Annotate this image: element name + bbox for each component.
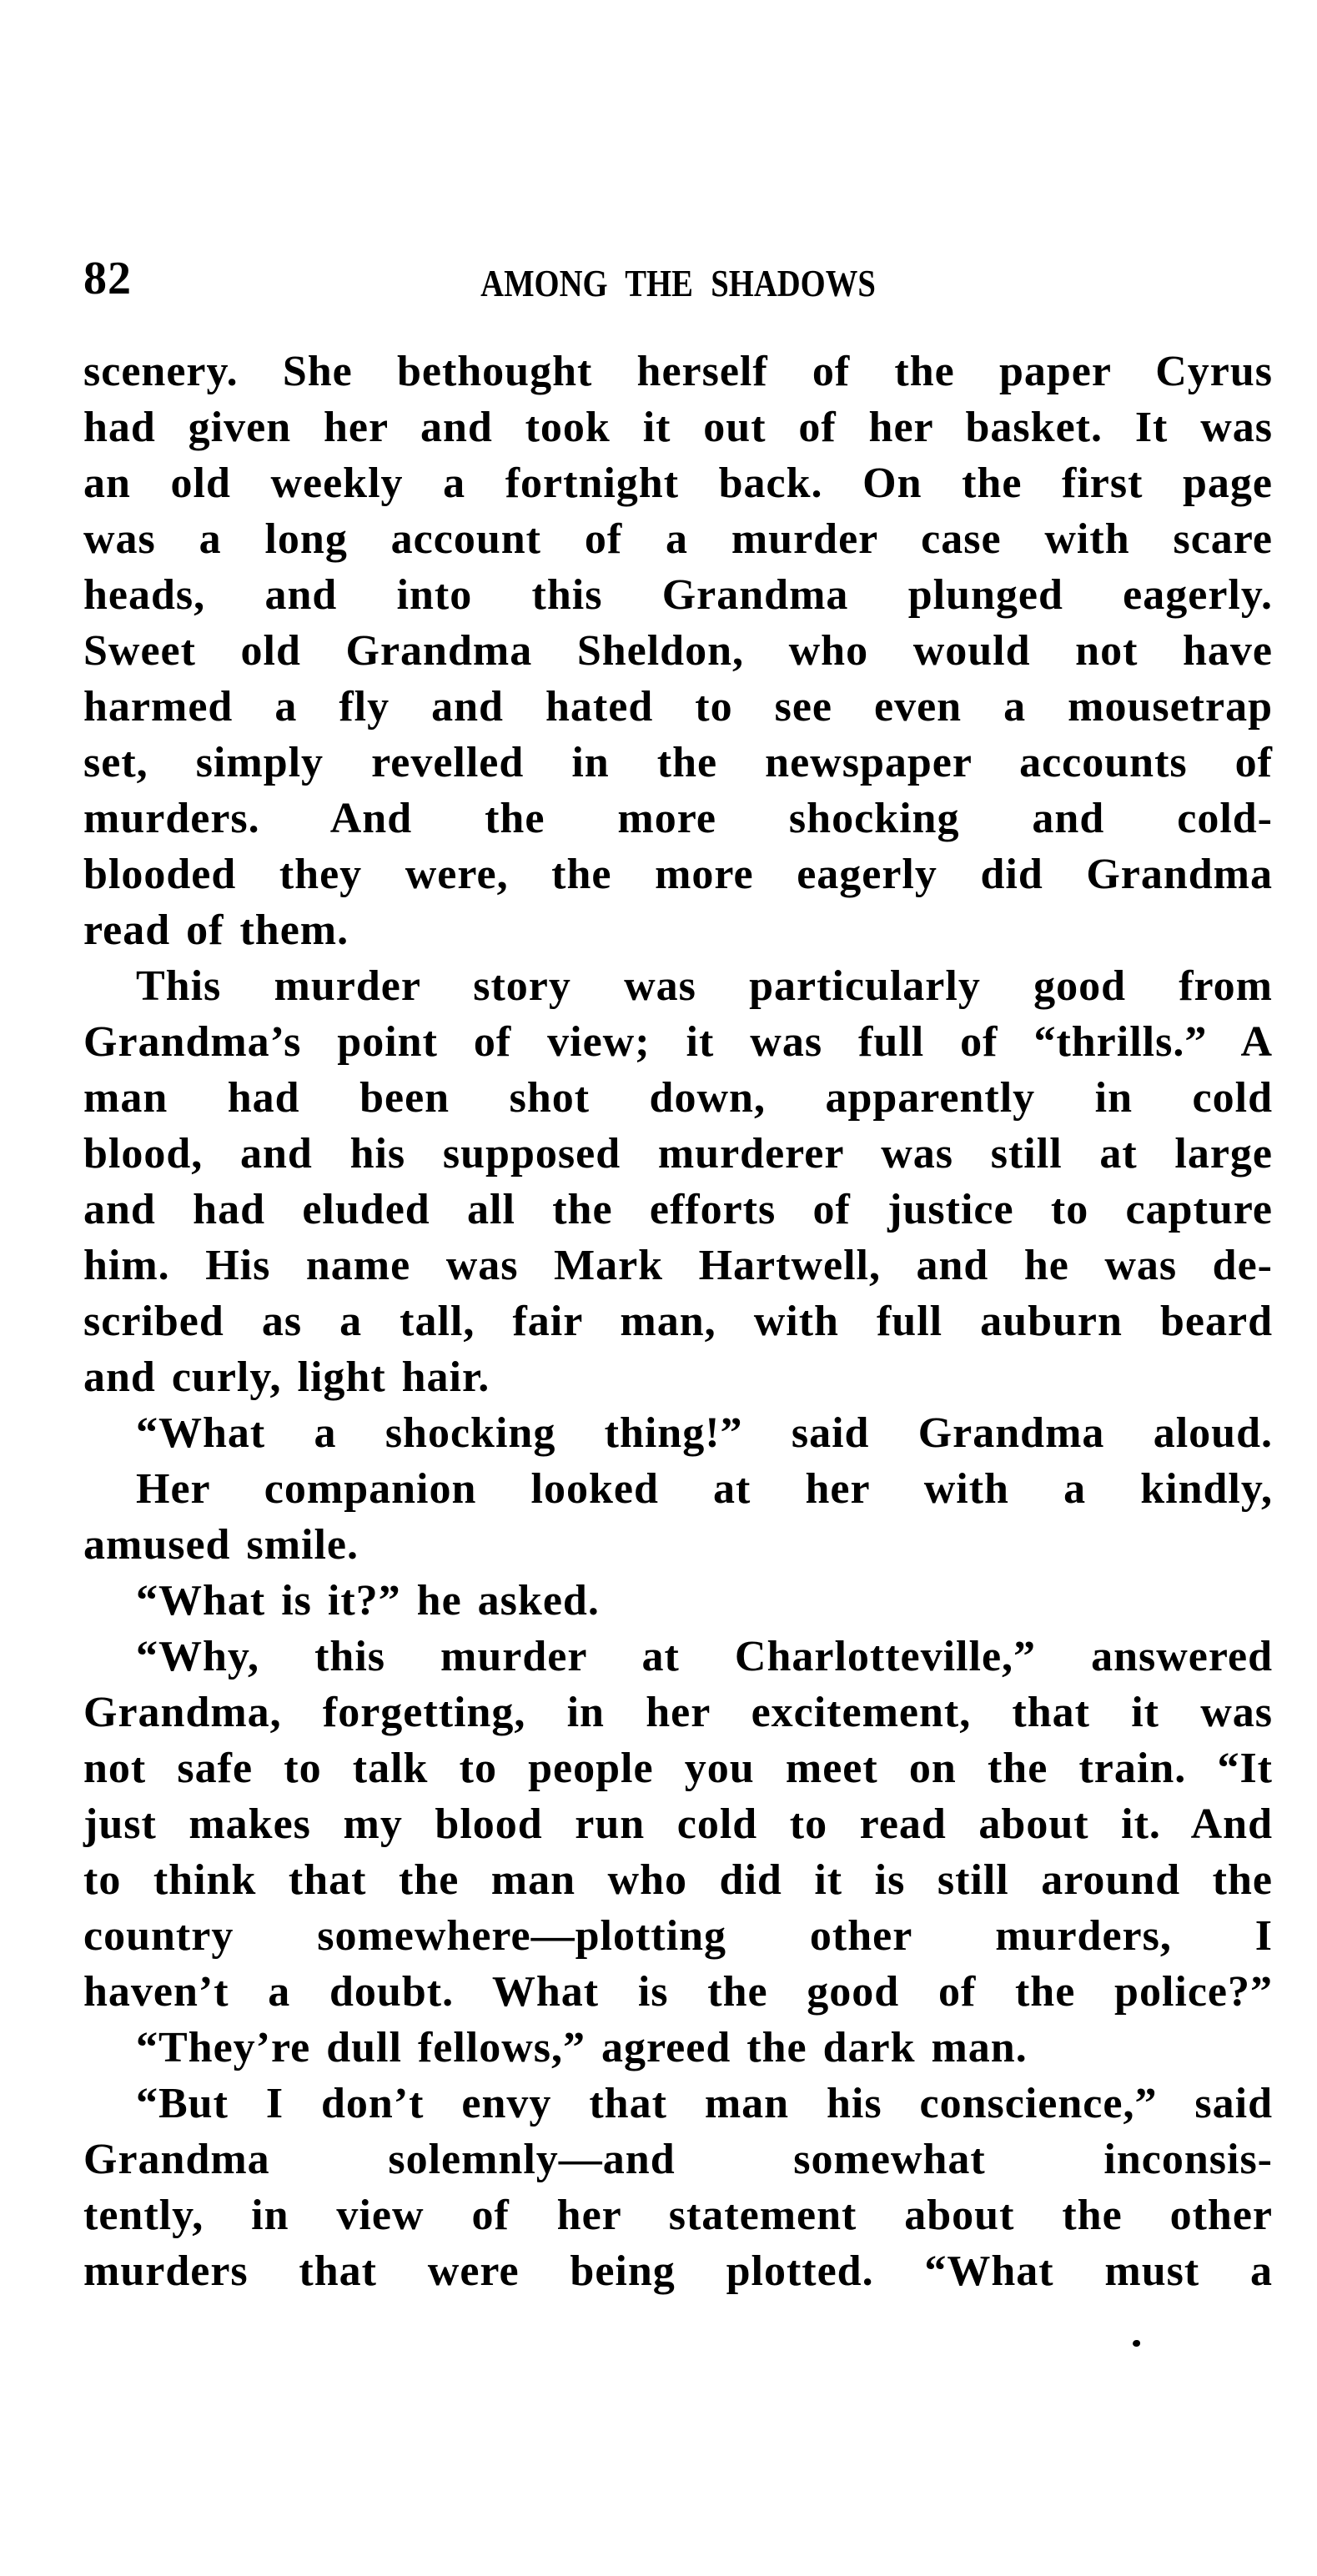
text-line: murders that were being plotted. “What must a: [83, 2247, 1273, 2295]
text-line: Sweet old Grandma Sheldon, who would not have: [83, 627, 1273, 675]
text-line: set, simply revelled in the newspaper accounts of: [83, 739, 1273, 786]
text-line: “What is it?” he asked.: [136, 1577, 600, 1624]
text-line: and curly, light hair.: [83, 1353, 490, 1401]
text-line: tently, in view of her statement about the other: [83, 2192, 1273, 2239]
text-line: to think that the man who did it is still around the: [83, 1856, 1273, 1904]
text-line: amused smile.: [83, 1521, 359, 1569]
text-line: “They’re dull fellows,” agreed the dark man.: [136, 2024, 1028, 2071]
text-line: and had eluded all the efforts of justice to capture: [83, 1186, 1273, 1233]
text-line: “Why, this murder at Charlotteville,” answered: [136, 1633, 1273, 1680]
text-line: was a long account of a murder case with scare: [83, 515, 1273, 563]
text-line: country somewhere—plotting other murders, I: [83, 1912, 1273, 1960]
text-line: heads, and into this Grandma plunged eagerly.: [83, 571, 1273, 619]
text-line: not safe to talk to people you meet on the train. “It: [83, 1745, 1273, 1792]
text-line: murders. And the more shocking and cold-: [83, 795, 1273, 842]
text-line: read of them.: [83, 906, 349, 954]
text-line: Her companion looked at her with a kindly,: [136, 1465, 1273, 1513]
text-line: haven’t a doubt. What is the good of the police?”: [83, 1968, 1273, 2016]
text-line: harmed a fly and hated to see even a mousetrap: [83, 683, 1273, 731]
page-number: 82: [83, 253, 132, 304]
text-line: had given her and took it out of her basket. It was: [83, 404, 1273, 451]
text-line: “But I don’t envy that man his conscience,” said: [136, 2080, 1273, 2127]
text-line: blood, and his supposed murderer was still at large: [83, 1130, 1273, 1178]
text-line: “What a shocking thing!” said Grandma aloud.: [136, 1409, 1273, 1457]
text-line: just makes my blood run cold to read about it. And: [83, 1800, 1273, 1848]
ink-speck-icon: [1133, 2340, 1140, 2347]
body-text: [83, 344, 1273, 2299]
text-line: Grandma’s point of view; it was full of “thrills.” A: [83, 1018, 1273, 1066]
text-line: Grandma solemnly—and somewhat inconsis-: [83, 2136, 1273, 2183]
text-line: blooded they were, the more eagerly did Grandma: [83, 851, 1273, 898]
text-line: This murder story was particularly good from: [136, 962, 1273, 1010]
text-line: man had been shot down, apparently in cold: [83, 1074, 1273, 1122]
running-title: AMONG THE SHADOWS: [480, 262, 876, 304]
text-line: scribed as a tall, fair man, with full auburn beard: [83, 1298, 1273, 1345]
text-line: an old weekly a fortnight back. On the first page: [83, 459, 1273, 507]
text-line: Grandma, forgetting, in her excitement, that it was: [83, 1689, 1273, 1736]
text-line: him. His name was Mark Hartwell, and he was de-: [83, 1242, 1273, 1289]
text-line: scenery. She bethought herself of the paper Cyrus: [83, 348, 1273, 395]
